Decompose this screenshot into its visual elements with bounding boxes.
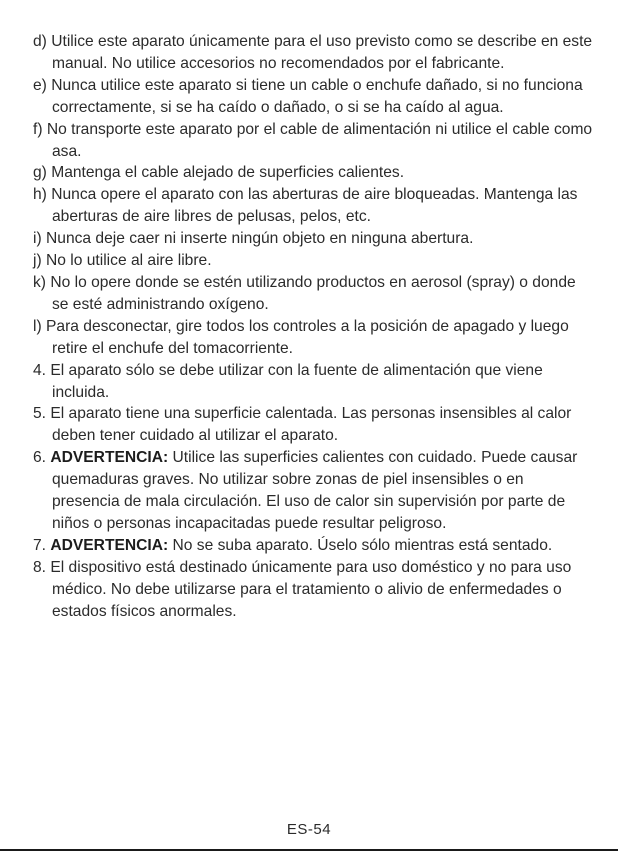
item-marker: 4. bbox=[33, 361, 47, 379]
item-marker: 5. bbox=[33, 405, 47, 423]
item-marker: k) bbox=[33, 273, 46, 291]
item-marker: i) bbox=[33, 230, 42, 248]
item-marker: g) bbox=[33, 164, 47, 182]
item-marker: f) bbox=[33, 120, 43, 138]
list-item bbox=[33, 228, 593, 250]
item-text: Utilice este aparato únicamente para el uso previsto como se describe en este manual. No utilice accesorios no recomendados por el fabricante. bbox=[51, 33, 593, 72]
list-item bbox=[33, 557, 593, 623]
item-text: Nunca utilice este aparato si tiene un cable o enchufe dañado, si no funciona correctamente, si se ha caído o dañado, o si se ha caído al agua. bbox=[51, 76, 583, 116]
item-marker: 7. bbox=[33, 536, 47, 554]
item-text: El aparato sólo se debe utilizar con la fuente de alimentación que viene incluida. bbox=[50, 361, 543, 401]
list-item bbox=[33, 360, 593, 404]
list-item bbox=[33, 75, 593, 119]
item-text: No transporte este aparato por el cable de alimentación ni utilice el cable como asa. bbox=[46, 120, 593, 160]
warning-label: ADVERTENCIA: bbox=[50, 449, 169, 467]
item-text: No lo opere donde se estén utilizando productos en aerosol (spray) o donde se esté administrando oxígeno. bbox=[50, 273, 576, 313]
list-item bbox=[33, 119, 593, 163]
item-marker: h) bbox=[33, 186, 47, 204]
item-text: Nunca opere el aparato con las aberturas de aire bloqueadas. Mantenga las aberturas de aire libres de pelusas, pelos, etc. bbox=[51, 186, 578, 226]
item-text: No se suba aparato. Úselo sólo mientras está sentado. bbox=[172, 536, 553, 554]
list-item bbox=[33, 535, 593, 557]
item-text: Utilice las superficies calientes con cuidado. Puede causar quemaduras graves. No utilizar sobre zonas de piel insensibles o en presencia de mala circulación. El uso de calor sin supervisión por parte de niños o personas incapacitadas puede resultar peligroso. bbox=[52, 449, 578, 532]
instructions-list bbox=[33, 31, 593, 622]
list-item bbox=[33, 316, 593, 360]
warning-label: ADVERTENCIA: bbox=[50, 536, 169, 554]
page-number: ES-54 bbox=[286, 821, 332, 838]
item-text: Mantenga el cable alejado de superficies calientes. bbox=[51, 164, 405, 182]
item-marker: j) bbox=[33, 252, 42, 270]
item-text: Nunca deje caer ni inserte ningún objeto en ninguna abertura. bbox=[46, 230, 474, 248]
list-item bbox=[33, 250, 593, 272]
item-marker: 8. bbox=[33, 558, 47, 576]
item-marker: d) bbox=[33, 33, 47, 50]
list-item bbox=[33, 162, 593, 184]
item-text: El dispositivo está destinado únicamente para uso doméstico y no para uso médico. No debe utilizarse para el tratamiento o alivio de enfermedades o estados físicos anormales. bbox=[50, 558, 572, 620]
item-marker: l) bbox=[33, 317, 42, 335]
list-item bbox=[33, 184, 593, 228]
item-text: Para desconectar, gire todos los controles a la posición de apagado y luego retire el enchufe del tomacorriente. bbox=[46, 317, 569, 357]
item-text: No lo utilice al aire libre. bbox=[46, 252, 212, 270]
list-item bbox=[33, 447, 593, 535]
item-marker: 6. bbox=[33, 449, 47, 467]
list-item bbox=[33, 272, 593, 316]
list-item bbox=[33, 31, 593, 75]
item-marker: e) bbox=[33, 76, 47, 94]
item-text: El aparato tiene una superficie calentada. Las personas insensibles al calor deben tener cuidado al utilizar el aparato. bbox=[50, 405, 572, 445]
list-item bbox=[33, 403, 593, 447]
